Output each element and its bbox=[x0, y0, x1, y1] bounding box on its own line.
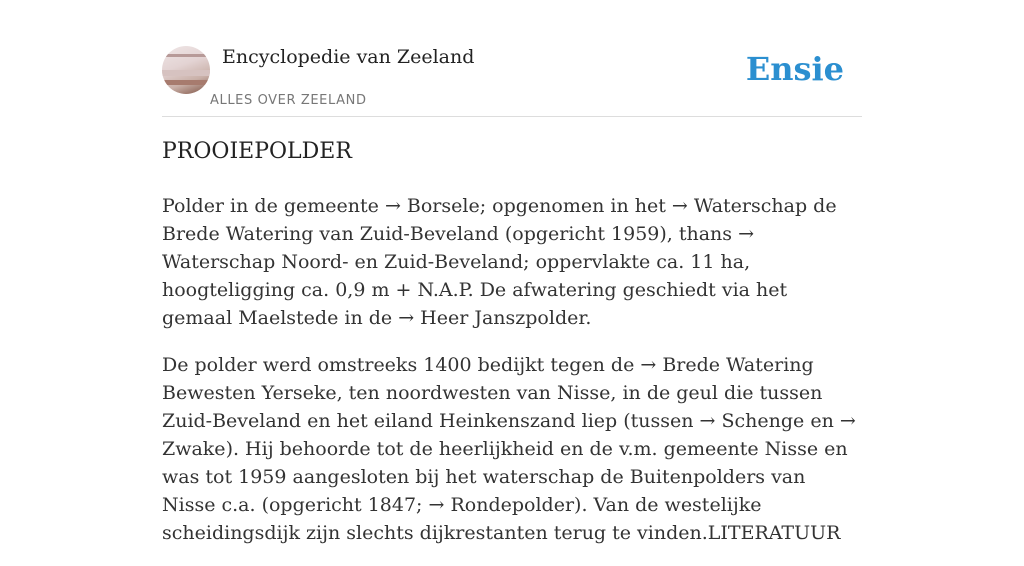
article-link[interactable]: → Heer Janszpolder bbox=[398, 307, 586, 329]
article-text: (opgericht 1959), thans bbox=[498, 223, 739, 245]
article-link[interactable]: → Zwake bbox=[162, 410, 856, 460]
article-link[interactable]: → Waterschap de Brede Watering van Zuid-Beveland bbox=[162, 195, 837, 245]
article-body bbox=[162, 192, 862, 566]
site-avatar[interactable] bbox=[162, 46, 210, 94]
article-text: ; oppervlakte ca. 11 ha, hoogteligging ca. 0,9 m + N.A.P. De afwatering geschiedt via het gemaal Maelstede in de bbox=[162, 251, 788, 329]
article-text: en bbox=[804, 410, 840, 432]
article-link[interactable]: → Borsele bbox=[384, 195, 480, 217]
article-text: De polder werd omstreeks 1400 bedijkt tegen de bbox=[162, 354, 641, 376]
article-text: , ten noordwesten van Nisse, in de geul die tussen Zuid-Beveland en het eiland Heinkenszand liep (tussen bbox=[162, 382, 823, 432]
brand-logo[interactable]: Ensie bbox=[745, 50, 844, 88]
site-subtitle: ALLES OVER ZEELAND bbox=[210, 93, 367, 108]
article-paragraph-2 bbox=[162, 351, 862, 547]
article-paragraph-1 bbox=[162, 192, 862, 332]
article-text: ). Van de westelijke scheidingsdijk zijn slechts dijkrestanten terug te vinden.LITERATUUR bbox=[162, 494, 841, 544]
article-link[interactable]: → Schenge bbox=[699, 410, 805, 432]
article-text: ; opgenomen in het bbox=[479, 195, 672, 217]
site-title[interactable]: Encyclopedie van Zeeland bbox=[222, 46, 475, 68]
article-text: . bbox=[585, 307, 592, 329]
page-title: PROOIEPOLDER bbox=[162, 139, 352, 164]
article-text: Polder in de gemeente bbox=[162, 195, 385, 217]
site-header bbox=[162, 46, 862, 117]
article-link[interactable]: → Rondepolder bbox=[428, 494, 575, 516]
article-text: ). Hij behoorde tot de heerlijkheid en de v.m. gemeente Nisse en was tot 1959 aangesloten bij het waterschap de Buitenpolders van Nisse c.a. (opgericht 1847; bbox=[162, 438, 848, 516]
article-link[interactable]: → Waterschap Noord- en Zuid-Beveland bbox=[162, 223, 755, 273]
article-link[interactable]: → Brede Watering Bewesten Yerseke bbox=[162, 354, 814, 404]
